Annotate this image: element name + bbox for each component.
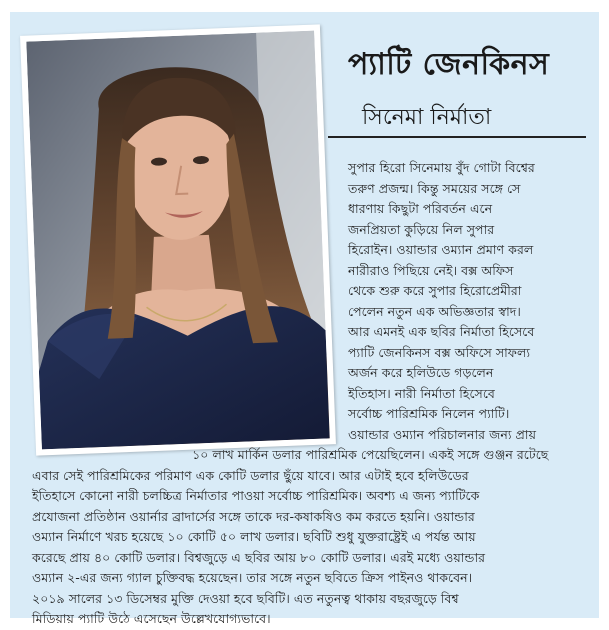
text-line: ২০১৯ সালের ১৩ ডিসেম্বর মুক্তি দেওয়া হবে ছবিটি। এত নতুনত্ব থাকায় বছরজুড়ে বিশ্ব <box>32 590 459 606</box>
text-line: ১০ লাখ মার্কিন ডলার পারিশ্রমিক পেয়েছিলেন। একই সঙ্গে গুঞ্জন রটেছে <box>32 447 549 462</box>
text-line: ইতিহাস। নারী নির্মাতা হিসেবে <box>348 385 495 401</box>
article-subtitle: সিনেমা নির্মাতা <box>362 105 492 130</box>
text-line: এবার সেই পারিশ্রমিকের পরিমাণ এক কোটি ডলার ছুঁয়ে যাবে। আর এটাই হবে হলিউডের <box>32 467 469 483</box>
text-line: হিরোইন। ওয়ান্ডার ওম্যান প্রমাণ করল <box>348 242 534 257</box>
text-line: আর এমনই এক ছবির নির্মাতা হিসেবে <box>348 324 535 339</box>
text-line: থেকে শুরু করে সুপার হিরোপ্রেমীরা <box>348 283 522 298</box>
text-line: ওম্যান ২-এর জন্য গ্যাল চুক্তিবদ্ধ হয়েছেন। তার সঙ্গে নতুন ছবিতে ক্রিস পাইনও থাকবেন। <box>32 570 473 585</box>
text-line: ইতিহাসে কোনো নারী চলচ্চিত্র নির্মাতার পাওয়া সর্বোচ্চ পারিশ্রমিক। অবশ্য এ জন্য প্যাটিকে <box>32 488 480 503</box>
text-line: সুপার হিরো সিনেমায় বুঁদ গোটা বিশ্বের <box>348 160 535 175</box>
text-line: সর্বোচ্চ পারিশ্রমিক নিলেন প্যাটি। <box>348 406 510 421</box>
text-line: প্যাটি জেনকিনস বক্স অফিসে সাফল্য <box>348 344 531 360</box>
text-line: ধারণায় কিছুটা পরিবর্তন এনে <box>348 201 493 216</box>
text-line: তরুণ প্রজন্ম। কিন্তু সময়ের সঙ্গে সে <box>348 180 521 196</box>
article-title: প্যাটি জেনকিনস <box>348 47 550 82</box>
right-column-text <box>348 158 536 445</box>
text-line: মিডিয়ায় প্যাটি উঠে এসেছেন উল্লেখযোগ্যভাবে। <box>32 611 271 626</box>
text-line: পেলেন নতুন এক অভিজ্ঞতার স্বাদ। <box>348 303 521 319</box>
article-card <box>10 12 599 626</box>
full-width-text <box>32 445 548 630</box>
text-line: করেছে প্রায় ৪০ কোটি ডলার। বিশ্বজুড়ে এ ছবির আয় ৮০ কোটি ডলার। এরই মধ্যে ওয়ান্ডার <box>32 549 486 565</box>
portrait-photo <box>26 31 329 450</box>
text-line: ওয়ান্ডার ওম্যান পরিচালনার জন্য প্রায় <box>348 426 536 442</box>
portrait-photo-frame <box>20 24 336 455</box>
text-line: প্রযোজনা প্রতিষ্ঠান ওয়ার্নার ব্রাদার্সের সঙ্গে তাকে দর-কষাকষিও কম করতে হয়নি। ওয়ান্ডার <box>32 508 475 524</box>
text-line: ওম্যান নির্মাণে খরচ হয়েছে ১০ কোটি ৫০ লাখ ডলার। ছবিটি শুধু যুক্তরাষ্ট্রেই এ পর্যন্ত আয় <box>32 529 476 544</box>
text-line: অর্জন করে হলিউডে গড়লেন <box>348 365 494 380</box>
text-line: জনপ্রিয়তা কুড়িয়ে নিল সুপার <box>348 221 495 237</box>
text-line: নারীরাও পিছিয়ে নেই। বক্স অফিস <box>348 262 514 278</box>
title-divider <box>328 136 586 138</box>
